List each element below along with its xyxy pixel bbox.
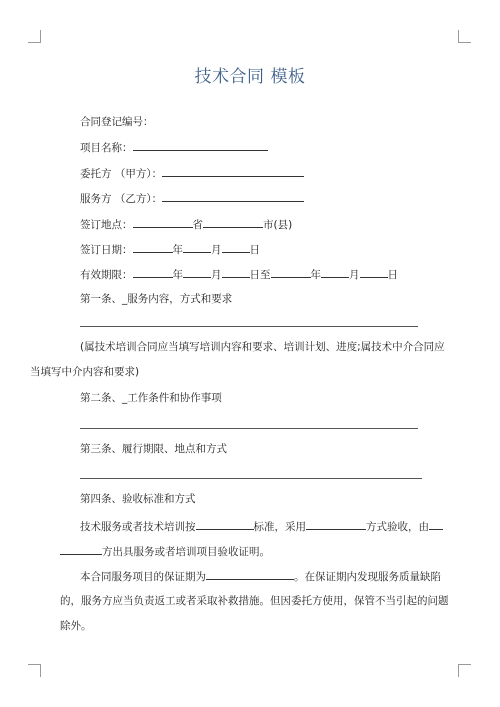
city-label: 市(县)	[263, 219, 293, 231]
article4-text-a: 技术服务或者技术培训按	[80, 521, 196, 533]
article4-text-c: 方式验收，由	[366, 521, 429, 533]
crop-mark-bottom-right	[458, 664, 471, 677]
project-name-blank[interactable]	[133, 139, 268, 151]
party-b-row	[80, 190, 304, 206]
place-row	[80, 216, 292, 232]
party-a-label: 委托方 （甲方）：	[80, 168, 163, 180]
validity-year-blank[interactable]	[133, 266, 173, 278]
party-a-blank[interactable]	[162, 165, 304, 177]
province-label: 省	[192, 219, 203, 231]
date-month-label: 月	[211, 244, 222, 256]
article4-text-d: 方出具服务或者培训项目验收证明。	[102, 546, 270, 558]
validity-year2-blank[interactable]	[271, 266, 311, 278]
article3-heading: 第三条、履行期限、地点和方式	[80, 443, 227, 455]
article1-heading: 第一条、_服务内容，方式和要求	[80, 293, 233, 305]
warranty-line3: 除外。	[60, 620, 92, 632]
article4-line1	[80, 518, 443, 534]
party-blank-a[interactable]	[429, 518, 443, 530]
article3-blank-line[interactable]	[80, 478, 422, 479]
validity-to-label: 日至	[249, 269, 271, 281]
party-blank-b[interactable]	[60, 543, 102, 555]
date-year-label: 年	[172, 244, 183, 256]
validity-day-blank[interactable]	[222, 266, 250, 278]
contract-no-row	[80, 115, 154, 129]
party-b-label: 服务方 （乙方）：	[80, 193, 163, 205]
article2-heading: 第二条、_工作条件和协作事项	[80, 392, 222, 404]
contract-no-label: 合同登记编号：	[80, 116, 154, 128]
crop-mark-top-left	[28, 30, 41, 43]
validity-row	[80, 266, 398, 282]
crop-mark-bottom-left	[28, 664, 41, 677]
date-row	[80, 241, 260, 257]
place-label: 签订地点：	[80, 219, 133, 231]
standard-blank[interactable]	[196, 518, 254, 530]
article1-note-line1: (属技术培训合同应当填写培训内容和要求、培训计划、进度;属技术中介合同应	[80, 341, 445, 353]
warranty-text-a: 本合同服务项目的保证期为	[80, 571, 206, 583]
warranty-text-b: 。在保证期内发现服务质量缺陷	[294, 571, 441, 583]
crop-mark-top-right	[458, 30, 471, 43]
date-label: 签订日期：	[80, 244, 133, 256]
article1-note-line2: 当填写中介内容和要求)	[30, 366, 140, 378]
date-day-blank[interactable]	[222, 241, 250, 253]
method-blank[interactable]	[306, 518, 366, 530]
project-name-row	[80, 139, 268, 155]
article4-text-b: 标准，采用	[253, 521, 306, 533]
date-day-label: 日	[249, 244, 260, 256]
validity-day2-blank[interactable]	[360, 266, 388, 278]
document-title: 技术合同 模板	[194, 67, 306, 87]
article2-blank-line[interactable]	[80, 428, 418, 429]
province-blank[interactable]	[133, 216, 193, 228]
validity-month-label: 月	[211, 269, 222, 281]
validity-month2-blank[interactable]	[321, 266, 349, 278]
party-b-blank[interactable]	[162, 190, 304, 202]
warranty-line1	[80, 568, 441, 584]
date-month-blank[interactable]	[183, 241, 211, 253]
warranty-period-blank[interactable]	[206, 568, 294, 580]
validity-year2-label: 年	[310, 269, 321, 281]
party-a-row	[80, 165, 304, 181]
validity-label: 有效期限：	[80, 269, 133, 281]
validity-year-label: 年	[172, 269, 183, 281]
validity-month-blank[interactable]	[183, 266, 211, 278]
city-blank[interactable]	[203, 216, 263, 228]
warranty-line2: 的，服务方应当负责返工或者采取补救措施。但因委托方使用，保管不当引起的问题	[60, 595, 449, 607]
date-year-blank[interactable]	[133, 241, 173, 253]
article1-blank-line[interactable]	[80, 326, 418, 327]
article4-line2	[60, 543, 270, 559]
project-name-label: 项目名称：	[80, 142, 133, 154]
article4-heading: 第四条、验收标准和方式	[80, 493, 196, 505]
validity-month2-label: 月	[349, 269, 360, 281]
validity-day2-label: 日	[387, 269, 398, 281]
